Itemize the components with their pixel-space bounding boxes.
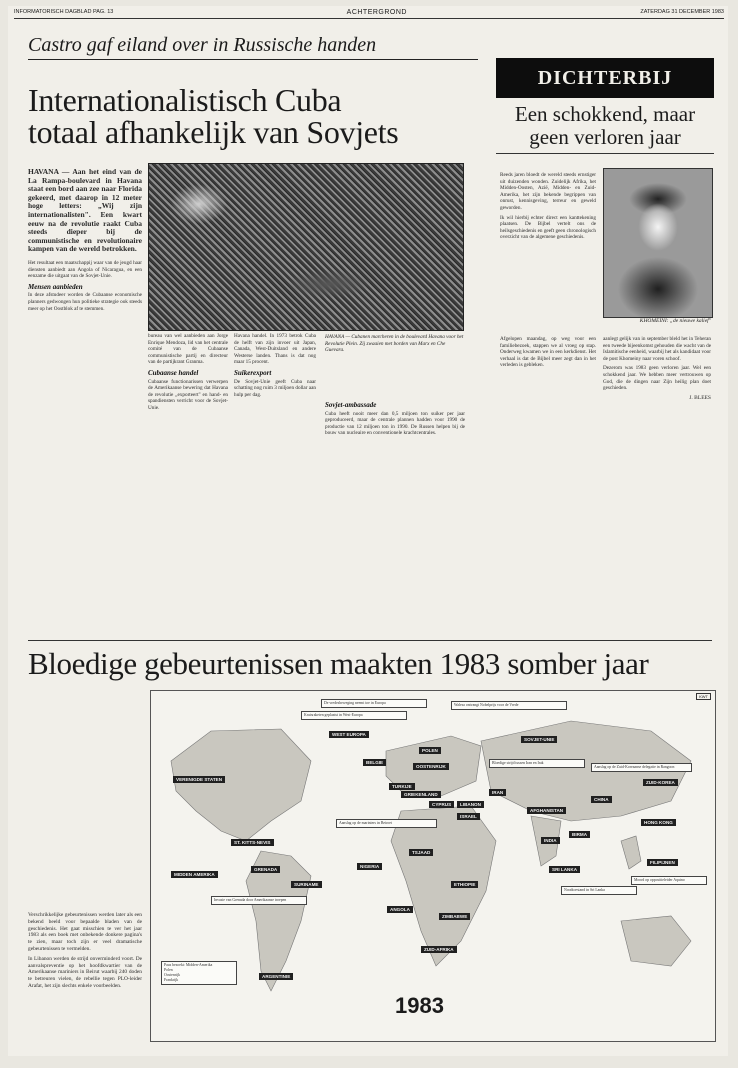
map-region-label: FILIPIJNEN bbox=[647, 859, 678, 866]
map-note: Aanslag op de Zuid-Koreaanse delegatie in Rangoon bbox=[591, 763, 692, 772]
map-region-label: INDIA bbox=[541, 837, 560, 844]
map-region-label: GRIEKENLAND bbox=[401, 791, 441, 798]
map-year: 1983 bbox=[395, 993, 444, 1018]
map-note: Aanslag op de mariniers in Beiroet bbox=[336, 819, 437, 828]
map-region-label: BELGIE bbox=[363, 759, 386, 766]
page-info: INFORMATORISCH DAGBLAD PAG. 13 bbox=[14, 9, 114, 15]
map-note: Bloedige strijd tussen Iran en Irak bbox=[489, 759, 585, 768]
map-region-label: VERENIGDE STATEN bbox=[173, 776, 225, 783]
paragraph: Het resultaat een maatschappij waar van de jeugd haar diensten aanbiedt aan Angola of Nicaragua, en een eenzame die uitgaat van de Sovjet-Unie. bbox=[28, 259, 142, 280]
subheading: Sovjet-ambassade bbox=[325, 401, 377, 409]
map-note: Moord op oppositieleider Aquino bbox=[631, 876, 707, 885]
map-region-label: WEST EUROPA bbox=[329, 731, 369, 738]
map-region-label: ARGENTINIE bbox=[259, 973, 293, 980]
article-lead: HAVANA — Aan het eind van de La Rampa-boulevard in Havana staat een bord aan zee naar Florida gekeerd, met daarop in 12 meter hoge letters: „Wij zijn internationalisten". Een kwart eeuw na de revolutie raakt Cuba steeds dieper bij de communistische en revolutionaire kampen van de wereld betrokken. bbox=[28, 167, 142, 254]
legend-item: Oostenrijk bbox=[164, 973, 181, 977]
article-column-2 bbox=[148, 333, 228, 415]
map-tag: KWT bbox=[696, 693, 711, 700]
world-map-outline bbox=[151, 691, 715, 1041]
map-region-label: ZUID-KOREA bbox=[643, 779, 678, 786]
paragraph: Cuba heeft nooit meer dan 0,5 miljoen ton suiker per jaar geproduceerd, maar de centrale plannen hadden voor 1990 de productie van 12 miljoen ton in 1990. De Russen helpen bij de bouw van nucleaire en conventionele krachtcentrales. bbox=[325, 410, 465, 437]
map-region-label: GRENADA bbox=[251, 866, 280, 873]
map-region-label: HONG KONG bbox=[641, 819, 676, 826]
map-region-label: BIRMA bbox=[569, 831, 590, 838]
running-head bbox=[14, 6, 724, 19]
map-region-label: ZUID-AFRIKA bbox=[421, 946, 457, 953]
article-kicker: Castro gaf eiland over in Russische handen bbox=[28, 34, 377, 56]
paragraph: Dezerom was 1983 geen verloren jaar. Wel een schokkend jaar. We hebben meer vertrouwen op God, die de dingen naar Zijn heilig plan doet geschieden. bbox=[603, 365, 711, 392]
subheading: Mensen aanbieden bbox=[28, 282, 83, 291]
article-column-3 bbox=[234, 333, 316, 401]
map-region-label: TURKIJE bbox=[389, 783, 415, 790]
legend-item: Polen bbox=[164, 968, 173, 972]
map-note: Kruisraketen geplaatst in West-Europa bbox=[301, 711, 407, 720]
paragraph: Verschrikkelijke gebeurtenissen werden later als een bekend beeld voor bepaalde bladen van de geschiedenis. Het gaat misschien te ver het jaar 1983 als een boek met onbekende donkere pagina's te zien, maar toch zijn er veel dramatische gebeurtenissen te vermelden. bbox=[28, 912, 142, 952]
legend-item: Frankrijk bbox=[164, 978, 179, 982]
map-region-label: CHINA bbox=[591, 796, 612, 803]
issue-date: ZATERDAG 31 DECEMBER 1983 bbox=[640, 9, 724, 15]
headline-line-1: Internationalistisch Cuba bbox=[28, 82, 342, 118]
map-region-label: ZIMBABWE bbox=[439, 913, 470, 920]
map-note: Walesa ontvangt Nobelprijs voor de Vrede bbox=[451, 701, 567, 710]
map-region-label: ST. KITTS-NEVIS bbox=[231, 839, 274, 846]
paragraph: aanlegt gelijk van in september bleld het in Teheran een tweede bijeenkomst gehouden die wacht van de Islamitische eenheid, waarbij het als kandidaat voor de post Khomeiny naar voren schoof. bbox=[603, 336, 711, 362]
paragraph: Ik wil hierbij echter direct een kanttekening plaatsen. De Bijbel vertelt ons de heilsgeschiedenis en geeft geen chronologisch overzicht van de algemene geschiedenis. bbox=[500, 214, 596, 241]
column-banner: DICHTERBIJ bbox=[496, 58, 714, 98]
map-region-label: MIDDEN AMERIKA bbox=[171, 871, 218, 878]
map-note: Invasie van Grenada door Amerikaanse troepen bbox=[211, 896, 307, 905]
paragraph: bureau van wel aanbieden aan Jorge Enrique Mendoza, lid van het centrale comité van de Cubaanse communistische partij en directeur van de partijkrant Granma. bbox=[148, 333, 228, 366]
map-region-label: CYPRUS bbox=[429, 801, 454, 808]
map-region-label: ISRAEL bbox=[457, 813, 480, 820]
map-region-label: AFGHANISTAN bbox=[527, 807, 566, 814]
section-divider bbox=[28, 640, 712, 641]
portrait-caption: KHOMEINI: „de nieuwe kalief" bbox=[639, 318, 711, 324]
khomeini-portrait bbox=[603, 168, 713, 318]
map-region-label: ETHIOPIE bbox=[451, 881, 478, 888]
paragraph: De Sovjet-Unie geeft Cuba naar schatting nog ruim 3 miljoen dollar aan hulp per dag. bbox=[234, 378, 316, 398]
map-legend bbox=[161, 961, 237, 985]
article-headline bbox=[28, 84, 488, 148]
map-note: De vredesbeweging neemt toe in Europa bbox=[321, 699, 427, 708]
article-column-1 bbox=[28, 168, 142, 315]
map-region-label: IRAN bbox=[489, 789, 506, 796]
paragraph: In Libanon werden de strijd onverminderd voort. De aanvalspreventie op het hoofdkwartier van de Amerikaanse mariniers in Beirut waarbij 240 doden te betreuren vielen, de rebellie tegen PLO-leider Arafat, het zijn slechts enkele voorbeelden. bbox=[28, 955, 142, 989]
map-region-label: SURINAME bbox=[291, 881, 322, 888]
divider bbox=[28, 59, 478, 60]
author-signature: J. BLEES bbox=[689, 394, 711, 401]
subheading: Cubaanse handel bbox=[148, 368, 199, 377]
right-column-1b bbox=[500, 336, 596, 372]
paragraph: Reeds jaren bloedt de wereld steeds ernstiger uit duizenden wonden. Zuidelijk Afrika, het Midden-Oosten, Azië, Midden- en Zuid-Amerika, het zijn bekende begrippen van onrust, kennisgeving, terreur en geweld geworden. bbox=[500, 172, 596, 211]
headline-line-2: totaal afhankelijk van Sovjets bbox=[28, 114, 399, 150]
map-region-label: LIBANON bbox=[457, 801, 484, 808]
right-column-2 bbox=[603, 336, 711, 401]
map-region-label: SRI LANKA bbox=[549, 866, 580, 873]
section-name: ACHTERGROND bbox=[346, 8, 407, 16]
map-region-label: ANGOLA bbox=[387, 906, 413, 913]
subheading: Suikerexport bbox=[234, 368, 272, 377]
legend-item: Paus bezoekt: Midden-Amerika bbox=[164, 963, 213, 967]
paragraph: Cubaanse functionarissen verwerpen de Amerikaanse bewering dat Havana de revolutie „exporteert" en hand- en spandiensten verricht voor de Sovjet-Unie. bbox=[148, 378, 228, 411]
map-region-label: NIGERIA bbox=[357, 863, 382, 870]
photo-caption: HAVANA — Cubanen marcheren in de boulevard Havana voor het Revolutie Plein. Zij zwaaien met borden van Marx en Che Guevara. bbox=[325, 334, 464, 353]
right-column-1 bbox=[500, 172, 596, 244]
right-article-headline: Een schokkend, maar geen verloren jaar bbox=[496, 103, 714, 154]
map-region-label: OOSTENRIJK bbox=[413, 763, 449, 770]
article-column-4 bbox=[325, 398, 465, 440]
paragraph: Afgelopen maandag, op weg voor een familiebezoek, stappen we al vroeg op stap. Onderweg kwamen we in een kerkdienst. Het verhaal is dat de Bijbel meer zegt dan in het verleden is gebleken. bbox=[500, 336, 596, 369]
bottom-headline: Bloedige gebeurtenissen maakten 1983 somber jaar bbox=[28, 646, 649, 681]
paragraph: In deze afstudeer worden de Cubaanse economische planners gedwongen hun politieke strategie ook steeds meer op het Oostblok af te stemmen. bbox=[28, 292, 142, 312]
map-region-label: TSJAAD bbox=[409, 849, 433, 856]
map-note: Noodtoestand in Sri Lanka bbox=[561, 886, 637, 895]
map-region-label: SOVJET-UNIE bbox=[521, 736, 557, 743]
world-events-map bbox=[150, 690, 716, 1042]
paragraph: Havana handel. In 1973 betrok Cuba de helft van zijn invoer uit Japan, Canada, West-Duitsland en andere Westerse landen. Thans is dat nog maar 15 procent. bbox=[234, 333, 316, 366]
bottom-intro bbox=[28, 912, 142, 993]
parade-photo bbox=[148, 163, 464, 331]
map-region-label: POLEN bbox=[419, 747, 441, 754]
